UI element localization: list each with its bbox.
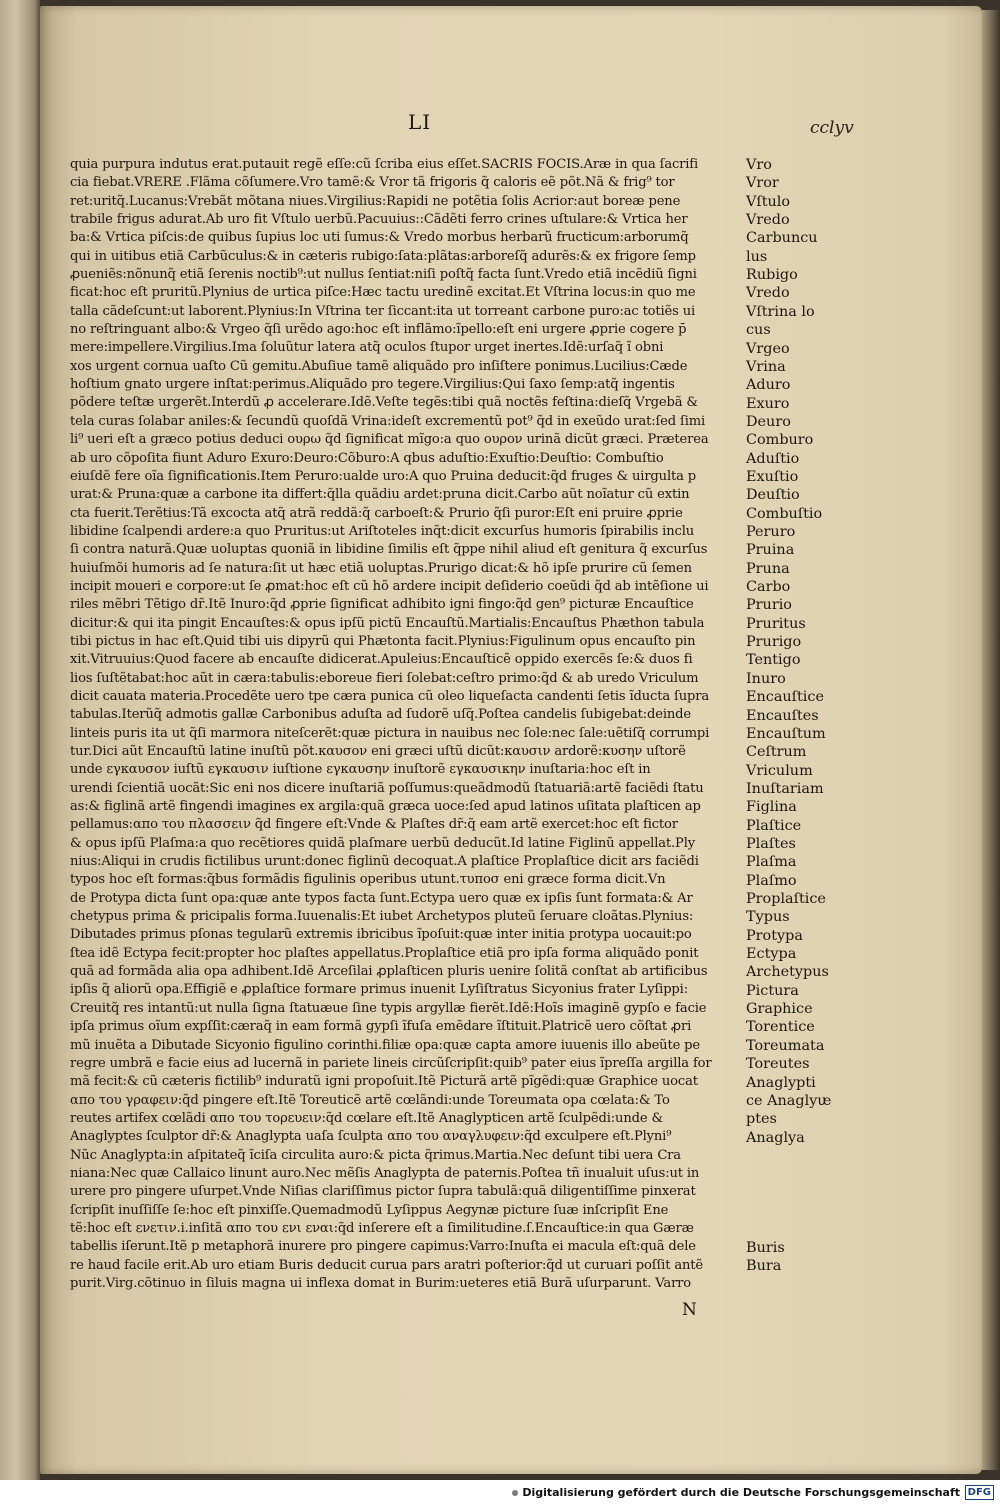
dfg-logo: DFG — [965, 1485, 994, 1500]
margin-note: Toreutes — [746, 1056, 810, 1073]
text-line: chetypus prima & pricipalis forma.Iuuenalis:Et iubet Archetypos pluteũ ſeruare cloãtas.Plynius: — [70, 909, 694, 925]
text-line: quã ad formãda alia opa adhibent.Idẽ Arceſilai ꝓplaſticen pluris uenire ſolitã conſtat ab artificibus — [70, 964, 708, 980]
text-line: hoſtium gnato urgere inſtat:perimus.Aliquãdo pro tegere.Virgilius:Qui ſaxo ſemp:atq̃ ingentis — [70, 377, 675, 393]
margin-note: Inuſtariam — [746, 780, 824, 797]
text-line: tabellis iſerunt.Itẽ p metaphorã inurere pro pingere capimus:Varro:Inuſta ei macula eſt:quã dele — [70, 1239, 696, 1255]
facing-page-edge — [0, 0, 40, 1480]
text-line: xit.Vitruuius:Quod facere ab encauſte didicerat.Apuleius:Encauſticẽ oppido exercẽs ſe:& duos fi — [70, 652, 693, 668]
margin-note: Protypa — [746, 927, 803, 944]
margin-note: Prurio — [746, 597, 792, 614]
margin-note: Pruritus — [746, 615, 806, 632]
text-line: ba:& Vrtica piſcis:de quibus ſupius loc uti ſumus:& Vredo morbus herbarũ fructicum:arborumq̃ — [70, 230, 689, 246]
folio-heading: LI — [408, 110, 432, 134]
text-line: linteis puris ita ut q̃ſi marmora niteſcerẽt:quæ pictura in nauibus nec ſole:nec ſale:uẽtiſq̃ corrumpi — [70, 725, 710, 741]
margin-note: Plaſmo — [746, 872, 797, 889]
margin-note: Ectypa — [746, 946, 797, 963]
text-line: cia fiebat.VRERE .Flãma cõſumere.Vro tamẽ:& Vror tã frigoris q̃ caloris eẽ põt.Nã & frig⁹ tor — [70, 175, 675, 191]
text-line: riles mẽbri Tẽtigo dr̃.Itẽ Inuro:q̃d ꝓprie ſignificat adhibito igni fingo:q̃d gen⁹ picturæ Encauſtice — [70, 597, 694, 613]
text-line: purit.Virg.cõtinuo in ſiluis magna ui inflexa domat in Burim:ueteres etiã Burã uſurparunt. Varro — [70, 1275, 692, 1291]
margin-note: Graphice — [746, 1001, 813, 1018]
text-line: unde εγκαυσον iuſtũ εγκαυσιν iuſtione εγκαυσην inuſtorẽ εγκαυσικην inuſtaria:hoc eſt in — [70, 762, 651, 778]
text-line: huiuſmõi humoris ad ſe natura:ſit ut hæc etiã uoluptas.Prurigo dicat:& hõ ipſe prurire cũ ſemen — [70, 560, 692, 576]
margin-note: Pruna — [746, 560, 790, 577]
text-line: trabile frigus adurat.Ab uro fit Vſtulo uerbũ.Pacuuius::Cãdẽti ferro crines uſtulare:& Vrtica her — [70, 212, 688, 228]
margin-note: Aduro — [746, 377, 791, 394]
margin-note: Vro — [746, 157, 772, 173]
text-line: Creuitq̃ res intantũ:ut nulla ſigna ſtatuæue ſine typis argyllæ fierẽt.Idẽ:Hoĩs imaginẽ gypſo e facie — [70, 1000, 707, 1016]
dot-icon — [512, 1490, 518, 1496]
text-line: Anaglyptes ſculptor dr̃:& Anaglypta uaſa ſculpta απο του αναγλυφειν:q̃d exculpere eſt.Plyni⁹ — [70, 1129, 672, 1145]
margin-note: Torentice — [746, 1019, 815, 1036]
text-line: xos urgent cornua uaſto Cũ gemitu.Abuſiue tamẽ aliquãdo pro inſiſtere ponimus.Lucilius:Cæde — [70, 358, 688, 374]
margin-note: Vrgeo — [746, 340, 790, 357]
footer-credit-text: Digitalisierung gefördert durch die Deutsche Forschungsgemeinschaft — [522, 1486, 960, 1499]
text-line: ficat:hoc eſt pruritũ.Plynius de urtica piſce:Hæc tactu uredinẽ excitat.Et Vſtrina locus:in quo me — [70, 285, 696, 301]
text-line: ret:uritq̃.Lucanus:Vrebãt mõtana niues.Virgilius:Rapidi ne potẽtia ſolis Acrior:aut boreæ pene — [70, 193, 681, 209]
text-line: tabulas.Iterũq̃ admotis gallæ Carbonibus aduſta ad ſudorẽ uſq̃.Poſtea candelis ſubigebat:deinde — [70, 707, 692, 723]
margin-note: Tentigo — [746, 652, 801, 669]
margin-note: Anaglypti — [746, 1074, 816, 1091]
text-line: dicitur:& qui ita pingit Encauſtes:& opus ipſũ pictũ Encauſtũ.Martialis:Encauſtus Phæthon tabula — [70, 615, 705, 631]
text-line: mã fecit:& cũ cæteris fictilib⁹ induratũ igni propoſuit.Itẽ Picturã artẽ pĩgẽdi:quæ Graphice uocat — [70, 1074, 698, 1090]
text-line: as:& figlinã artẽ fingendi imagines ex argila:quã græca uoce:ſed apud latinos uſitata plaſticen ap — [70, 799, 701, 815]
text-line: Dibutades primus pſonas tegularũ extremis ibricibus ĩpoſuit:quæ inter initia protypa uocauit:po — [70, 927, 692, 943]
text-line: regre umbrã e facie eius ad lucernã in pariete lineis circũſcripſit:quib⁹ pater eius ĩpreſſa argilla for — [70, 1055, 712, 1071]
text-line: libidine ſcalpendi ardere:a quo Pruritus:ut Ariſtoteles inq̃t:dicit excurſus humoris ſpirabilis inclu — [70, 523, 695, 539]
text-line: Nũc Anaglypta:in aſpitateq̃ ĩciſa circulita auro:& picta q̃rimus.Martia.Nec deſunt tibi uera Cra — [70, 1147, 681, 1163]
text-line: ipſa primus oĩum expſſit:cæraq̃ in eam formã gypſi ĩfuſa emẽdare ĩſtituit.Platricẽ uero cõſtat ꝓri — [70, 1019, 692, 1035]
margin-note: Vredo — [746, 285, 790, 302]
margin-note: Vſtulo — [746, 193, 791, 210]
text-line: ab uro cõpoſita fiunt Aduro Exuro:Deuro:Cõburo:A qbus aduſtio:Exuſtio:Deuſtio: Combuſtio — [70, 450, 664, 466]
margin-note: Carbuncu — [746, 230, 818, 247]
text-line: ipſis q̃ aliorũ opa.Effigiẽ e ꝓplaſtice formare primus inuenit Lyſiſtratus Sicyonius frater Lyſippi: — [70, 982, 688, 998]
margin-note: Peruro — [746, 524, 796, 540]
margin-note: Vror — [746, 175, 779, 192]
text-line: de Protypa dicta ſunt opa:quæ ante typos facta ſunt.Ectypa uero quæ ex ipſis ſunt formata:& Ar — [70, 890, 693, 906]
text-line: mũ inuẽta a Dibutade Sicyonio figulino corinthi.filiæ opa:quæ capta amore iuuenis illo abeũte pe — [70, 1037, 701, 1053]
margin-note: Vrina — [746, 358, 786, 375]
margin-note: Carbo — [746, 579, 791, 596]
page-number: cclyv — [810, 118, 854, 138]
page-fore-edge — [982, 10, 1000, 1470]
text-line: urat:& Pruna:quæ a carbone ita differt:q̃lla quãdiu ardet:pruna dicit.Carbo aũt noĩatur cũ extin — [70, 487, 690, 503]
margin-note: Archetypus — [746, 964, 829, 981]
margin-note: Plaſma — [746, 854, 797, 871]
signature-mark: N — [682, 1300, 697, 1320]
text-line: ſi contra naturã.Quæ uoluptas quoniã in libidine ſimilis eſt q̃ppe nihil aliud eſt genitura q̃ excurſus — [70, 542, 708, 558]
margin-note: Exuſtio — [746, 468, 799, 485]
margin-note: Encauſtice — [746, 689, 824, 706]
margin-note: Anaglya — [746, 1129, 805, 1146]
text-line: urendi ſcientiã uocãt:Sic eni nos dicere inuſtariã poſſumus:queãdmodũ ſtatuariã:artẽ faciẽdi ſtatu — [70, 780, 704, 796]
margin-note: Comburo — [746, 432, 814, 449]
margin-note: Prurigo — [746, 634, 802, 651]
margin-note: Aduſtio — [746, 450, 800, 467]
footer-bar — [0, 1480, 1000, 1506]
margin-note: Deuro — [746, 413, 791, 430]
text-line: ſtea idẽ Ectypa fecit:propter hoc plaſtes appellatus.Proplaſtice etiã pro ipſa forma aliquãdo ponit — [70, 945, 699, 961]
text-line: no reſtringuant albo:& Vrgeo q̃ſi urẽdo ago:hoc eſt inflãmo:ĩpello:eſt eni urgere ꝓprie cogere p̄ — [70, 322, 687, 338]
margin-note: Plaſtes — [746, 835, 796, 852]
text-line: pellamus:απο του πλασσειν q̃d fingere eſt:Vnde & Plaſtes dr̃:q̃ eam artẽ exercet:hoc eſt fictor — [70, 817, 678, 833]
margin-note: Typus — [746, 909, 790, 926]
facing-page-text — [0, 24, 36, 1464]
margin-note: ce Anaglyᵫ — [746, 1092, 832, 1109]
text-line: incipit moueri e corpore:ut ſe ꝓmat:hoc eſt cũ hõ ardere incipit deſiderio coeũdi q̃d ab intẽſione ui — [70, 578, 709, 594]
book-page — [40, 6, 982, 1474]
margin-note: lus — [746, 248, 768, 265]
text-line: tur.Dici aũt Encauſtũ latine inuſtũ põt.καυσον eni græci uſtũ dicũt:καυσιν ardorẽ:κυσην uſtorẽ — [70, 744, 686, 759]
text-line: reutes artifex cœlãdi απο του τορευειν:q̃d cœlare eſt.Itẽ Anaglypticen artẽ ſculpẽdi:unde & — [70, 1110, 663, 1126]
margin-note: Proplaſtice — [746, 891, 826, 907]
text-line: dicit cauata materia.Procedẽte uero tpe cæra punica cũ oleo liqueſacta candenti ſetis ĩducta ſupra — [70, 688, 709, 704]
margin-note: Figlina — [746, 799, 797, 816]
margin-note: Deuſtio — [746, 487, 800, 504]
text-line: απο του γραφειν:q̃d pingere eſt.Itẽ Toreuticẽ artẽ cœlãndi:unde Toreumata opa cœlata:& To — [70, 1092, 670, 1108]
text-line: tẽ:hoc eſt ενετιν.i.inſitã απο του ενι εναι:q̃d inſerere eſt a ſimilitudine.ſ.Encauſtice:in qua Gæræ — [70, 1220, 694, 1236]
footer-credit — [512, 1486, 960, 1499]
margin-note: Bura — [746, 1258, 782, 1274]
margin-note: Vſtrina lo — [746, 303, 815, 320]
text-line: mere:impellere.Virgilius.Ima ſoluũtur latera atq̃ oculos ſtupor urget inertes.Idẽ:urſaq̃ ĩ obni — [70, 340, 664, 356]
text-line: talla cãdeſcunt:ut laborent.Plynius:In Vſtrina ter ſiccant:ita ut torreant carbone puro:ac totiẽs ui — [70, 303, 696, 319]
text-line: põdere teſtæ urgerẽt.Interdũ ꝓ accelerare.Idẽ.Veſte tegẽs:tibi quã noctẽs feſtina:dieſq̃ Vrgebã & — [70, 395, 698, 411]
margin-note: Rubigo — [746, 267, 798, 284]
text-line: tela curas ſolabar aniles:& ſecundũ quoſdã Vrina:ideſt excrementũ pot⁹ q̃d in exeũdo urat:ſed ſimi — [70, 413, 706, 429]
text-line: lios ſuſtẽtabat:hoc aũt in cæra:tabulis:eboreue fieri ſolebat:ceſtro primo:q̃d & ab uredo Vriculum — [70, 670, 699, 686]
margin-note: Toreumata — [746, 1037, 825, 1054]
margin-note: Pruina — [746, 542, 795, 559]
text-line: cta fuerit.Terẽtius:Tã excocta atq̃ atrã reddã:q̃ carboeſt:& Prurio q̃ſi puror:Eſt eni pruire ꝓprie — [70, 505, 683, 521]
margin-note: Pictura — [746, 982, 799, 999]
text-line: quia purpura indutus erat.putauit regẽ eſſe:cũ ſcriba eius eſſet.SACRIS FOCIS.Aræ in qua ſacrifi — [70, 157, 699, 172]
margin-note: Ceſtrum — [746, 744, 807, 761]
text-line: urere pro pingere uſurpet.Vnde Niſias clariſſimus pictor ſupra tabulã:quã diligentiſſime pinxerat — [70, 1184, 696, 1200]
margin-note: Plaſtice — [746, 817, 802, 834]
text-line: re haud facile erit.Ab uro etiam Buris deducit curua pars aratri poſterior:q̃d ut curuari poſſit antẽ — [70, 1257, 703, 1273]
text-line: niana:Nec quæ Callaico linunt auro.Nec mẽſis Anaglypta de paternis.Poſtea tñ inualuit uſus:ut in — [70, 1165, 700, 1181]
text-line: eiuſdẽ fere oĩa ſignificationis.Item Peruro:ualde uro:A quo Pruina deducit:q̃d fruges & uirgulta p — [70, 468, 696, 484]
margin-note: Exuro — [746, 395, 790, 412]
main-text-column — [70, 156, 750, 1293]
text-line: ꝓueniẽs:nõnunq̃ etiã ſerenis noctib⁹:ut nullus ſentiat:niſi poſtq̃ facta ſunt.Vredo etiã incẽdiũ ſigni — [70, 267, 697, 283]
margin-note: Combuſtio — [746, 505, 823, 522]
margin-note: Buris — [746, 1239, 785, 1256]
margin-note: Encauſtes — [746, 707, 819, 724]
margin-note: Vredo — [746, 212, 790, 229]
margin-note: Inuro — [746, 670, 786, 687]
margin-note: Vriculum — [746, 762, 813, 779]
text-line: tibi pictus in hac eſt.Quid tibi uis dipyrũ qui Phætonta facit.Plynius:Figulinum opus encauſto pin — [70, 633, 696, 649]
text-line: li⁹ ueri eſt a græco potius deduci ουρω q̃d ſignificat mĩgo:a quo ουρον urinã dicũt græci. Præterea — [70, 432, 709, 448]
margin-note: cus — [746, 322, 771, 339]
text-line: typos hoc eſt formas:q̃bus formãdis figulinis operibus utunt.τυποσ eni græce forma dicit.Vn — [70, 872, 666, 888]
margin-note: Encauſtum — [746, 725, 826, 742]
text-line: qui in uitibus etiã Carbũculus:& in cæteris rubigo:ſata:plãtas:arboreſq̃ adurẽs:& ex frigore ſemp — [70, 248, 696, 264]
text-line: ſcripſit inuſſiſſe ſe:hoc eſt pinxiſſe.Quemadmodũ Lyſippus Aegynæ picture ſuæ inſcripſit Ene — [70, 1202, 669, 1218]
text-line: & opus ipſũ Plaſma:a quo recẽtiores quidã plaſmare uerbũ deducũt.Id latine Figlinũ appellat.Ply — [70, 835, 695, 851]
margin-note: ptes — [746, 1111, 777, 1128]
text-line: nius:Aliqui in crudis fictilibus urunt:donec figlinũ decoquat.A plaſtice Proplaſtice dicit ars faciẽdi — [70, 854, 699, 870]
